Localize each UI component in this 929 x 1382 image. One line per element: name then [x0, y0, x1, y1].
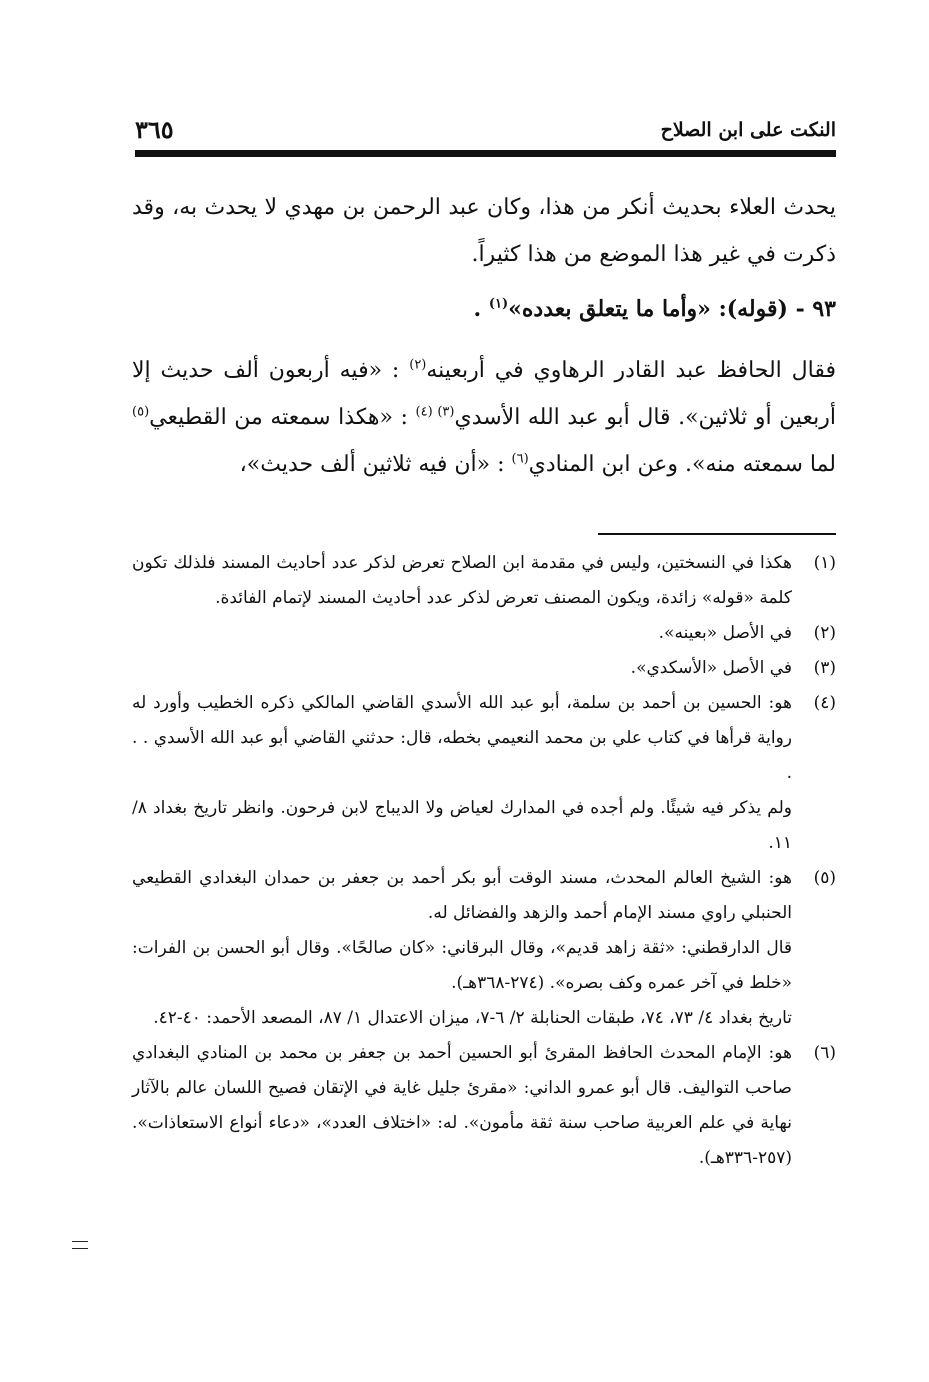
footnote-number: (١) [813, 553, 836, 573]
text-run: : «أن فيه ثلاثين ألف حديث»، [239, 452, 512, 477]
footnote-number: (٦) [813, 1043, 836, 1063]
text-run: : «هكذا سمعته من القطيعي [149, 405, 416, 430]
footnote-text: في الأصل «بعينه». [658, 623, 792, 643]
margin-mark [72, 1241, 88, 1249]
footnote-6 [132, 1036, 836, 1176]
text-run: فقال الحافظ عبد القادر الرهاوي في أربعينه [426, 358, 836, 383]
footnote-text: تاريخ بغداد ٤/ ٧٣، ٧٤، طبقات الحنابلة ٢/ ٦-٧، ميزان الاعتدال ١/ ٨٧، المصعد الأحمد: ٤٠-٤٢. [153, 1008, 792, 1028]
footnote-ref: (٥) [132, 404, 150, 420]
footnote-5 [132, 861, 836, 1036]
section-heading [132, 286, 836, 333]
footnote-number: (٥) [813, 868, 836, 888]
footnote-1 [132, 546, 836, 616]
main-text [132, 184, 836, 488]
footnote-text: في الأصل «الأسكدي». [630, 658, 792, 678]
text-run: : «فيه أربعون ألف حديث إلا أربعين أو ثلاثين». قال أبو عبد الله الأسدي [132, 358, 837, 430]
footnote-text: قال الدارقطني: «ثقة زاهد قديم»، وقال البرقاني: «كان صالحًا». وقال أبو الحسن بن الفرات: «خلط في آخر عمره وكف بصره». (٢٧٤-٣٦٨هـ). [132, 938, 792, 993]
footnote-number: (٤) [813, 693, 836, 713]
page-number: ٣٦٥ [135, 115, 174, 144]
footnote-3 [132, 651, 836, 686]
footnote-number: (٢) [813, 623, 836, 643]
footnote-ref: (٢) [409, 357, 427, 373]
heading-tail: . [473, 296, 489, 322]
footnote-separator [598, 533, 836, 535]
footnotes [132, 546, 836, 1176]
footnote-ref: (١) [488, 296, 509, 312]
footnote-2 [132, 616, 836, 651]
footnote-ref: (٣) (٤) [415, 404, 455, 420]
text-run: لما سمعته منه». وعن ابن المنادي [528, 452, 836, 477]
paragraph-main [132, 347, 836, 488]
footnote-number: (٣) [813, 658, 836, 678]
footnote-4 [132, 686, 836, 861]
header-rule [135, 150, 836, 157]
footnote-ref: (٦) [511, 451, 529, 467]
running-title: النكت على ابن الصلاح [660, 119, 836, 141]
footnote-text: هو: الشيخ العالم المحدث، مسند الوقت أبو بكر أحمد بن جعفر بن حمدان البغدادي القطيعي الحنبلي راوي مسند الإمام أحمد والزهد والفضائل له. [132, 868, 792, 923]
footnote-text: هو: الإمام المحدث الحافظ المقرئ أبو الحسين أحمد بن جعفر بن محمد بن المنادي البغدادي صاحب التواليف. قال أبو عمرو الداني: «مقرئ جليل غاية في الإتقان فصيح اللسان عالم بالآثار نهاية في علم العربية صاحب سنة ثقة مأمون». له: «اختلاف العدد»، «دعاء أنواع الاستعاذات». (٢٥٧-٣٣٦هـ). [132, 1043, 792, 1168]
heading-text: ٩٣ - (قوله): «وأما ما يتعلق بعدده» [508, 296, 836, 322]
running-header [135, 112, 836, 160]
footnote-text: هكذا في النسختين، وليس في مقدمة ابن الصلاح تعرض لذكر عدد أحاديث المسند فلذلك تكون كلمة «قوله» زائدة، ويكون المصنف تعرض لذكر عدد أحاديث المسند لإتمام الفائدة. [132, 553, 792, 608]
footnote-text: هو: الحسين بن أحمد بن سلمة، أبو عبد الله الأسدي القاضي المالكي ذكره الخطيب وأورد له رواية قرأها في كتاب علي بن محمد النعيمي بخطه، قال: حدثني القاضي أبو عبد الله الأسدي . . . [132, 693, 792, 783]
paragraph-continuation: يحدث العلاء بحديث أنكر من هذا، وكان عبد الرحمن بن مهدي لا يحدث به، وقد ذكرت في غير هذا الموضع من هذا كثيراً. [132, 195, 836, 267]
footnote-text: ولم يذكر فيه شيئًا. ولم أجده في المدارك لعياض ولا الديباج لابن فرحون. وانظر تاريخ بغداد ٨/ ١١. [132, 798, 792, 853]
